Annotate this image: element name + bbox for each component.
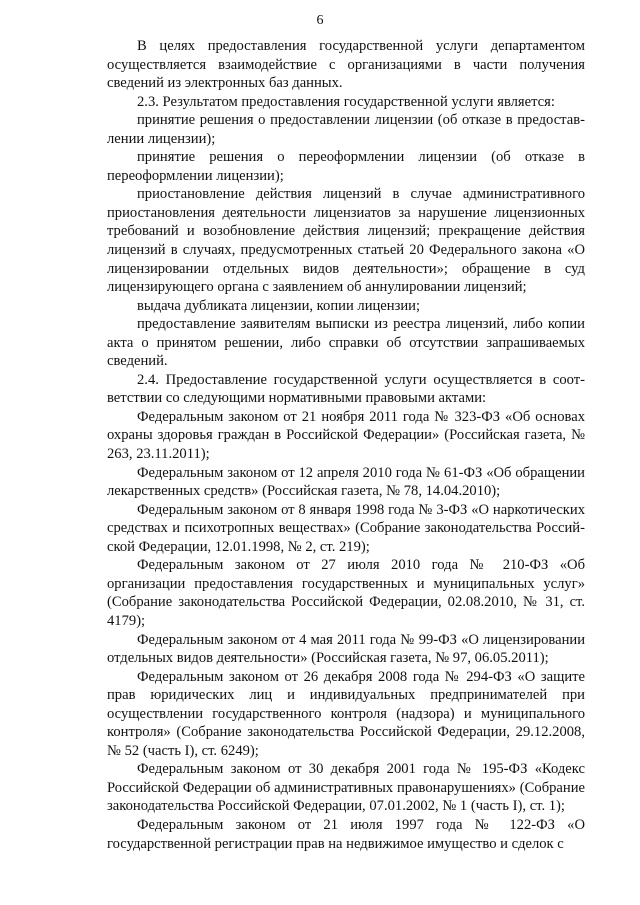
paragraph-duplicate: выдача дубликата лицензии, копии лицензии;	[137, 297, 421, 314]
paragraph-law-122: Федеральным законом от 21 июля 1997 года № 122-ФЗ «О государственной регистрации прав на недвижимое имущество и сделок с	[107, 816, 585, 852]
paragraph-license-decision: принятие решения о предоставлении лицензии (об отказе в предоставлении лицензии);	[107, 112, 585, 147]
paragraph-law-61: Федеральным законом от 12 апреля 2010 года № 61-ФЗ «Об обращении лекарственных средств» (Российская газета, № 78, 14.04.2010);	[107, 464, 585, 500]
paragraph-law-210: Федеральным законом от 27 июля 2010 года № 210-ФЗ «Об организации предоставления государственных и муниципальных услуг» (Собрание законодательства Российской Федерации, 02.08.2010, № 31, ст. 4179);	[107, 557, 585, 629]
paragraph-registry-extract: предоставление заявителям выписки из реестра лицензий, либо копии акта о принятом решении, либо справки об отсутствии запрашиваемых сведений.	[107, 316, 585, 370]
paragraph-law-195: Федеральным законом от 30 декабря 2001 года № 195-ФЗ «Кодекс Российской Федерации об административных правонарушениях» (Собрание законодательства Российской Федерации, 07.01.2002, № 1 (часть I), ст. 1);	[107, 761, 585, 815]
paragraph-law-3: Федеральным законом от 8 января 1998 года № 3-ФЗ «О наркотических средствах и психотропных веществах» (Собрание законодательства Российской Федерации, 12.01.1998, № 2, ст. 219);	[107, 501, 585, 555]
paragraph-law-99: Федеральным законом от 4 мая 2011 года № 99-ФЗ «О лицензировании отдельных видов деятельности» (Российская газета, № 97, 06.05.2011);	[107, 631, 585, 667]
paragraph-license-reissue: принятие решения о переоформлении лицензии (об отказе в переоформлении лицензии);	[107, 149, 585, 184]
paragraph-law-323: Федеральным законом от 21 ноября 2011 года № 323-ФЗ «Об основах охраны здоровья граждан в Российской Федерации» (Российская газета, № 263, 23.11.2011);	[107, 408, 585, 463]
paragraph-section-2-3: 2.3. Результатом предоставления государственной услуги является:	[137, 93, 555, 110]
page-number: 6	[316, 13, 324, 28]
paragraph-section-2-4: 2.4. Предоставление государственной услуги осуществляется в соответствии со следующими нормативными правовыми актами:	[107, 371, 585, 407]
paragraph-law-294: Федеральным законом от 26 декабря 2008 года № 294-ФЗ «О защите прав юридических лиц и индивидуальных предпринимателей при осуществлении государственного контроля (надзора) и муниципального контроля» (Собрание законодательства Российской Федерации, 29.12.2008, № 52 (часть I), ст. 6249);	[107, 668, 585, 759]
document-body	[107, 37, 585, 853]
paragraph-interaction: В целях предоставления государственной услуги департаментом осуществляется взаимодействие с организациями в части получения сведений из электронных баз данных.	[107, 38, 585, 92]
paragraph-license-suspension: приостановление действия лицензий в случае административного приостановления деятельности лицензиатов за нарушение лицензионных требований и возобновление действия лицензий; прекращение действия лицензий в случаях, предусмотренных статьей 20 Федерального закона «О лицензировании отдельных видов деятельности»; обращение в суд лицензирующего органа с заявлением об аннулировании лицензий;	[107, 186, 585, 296]
